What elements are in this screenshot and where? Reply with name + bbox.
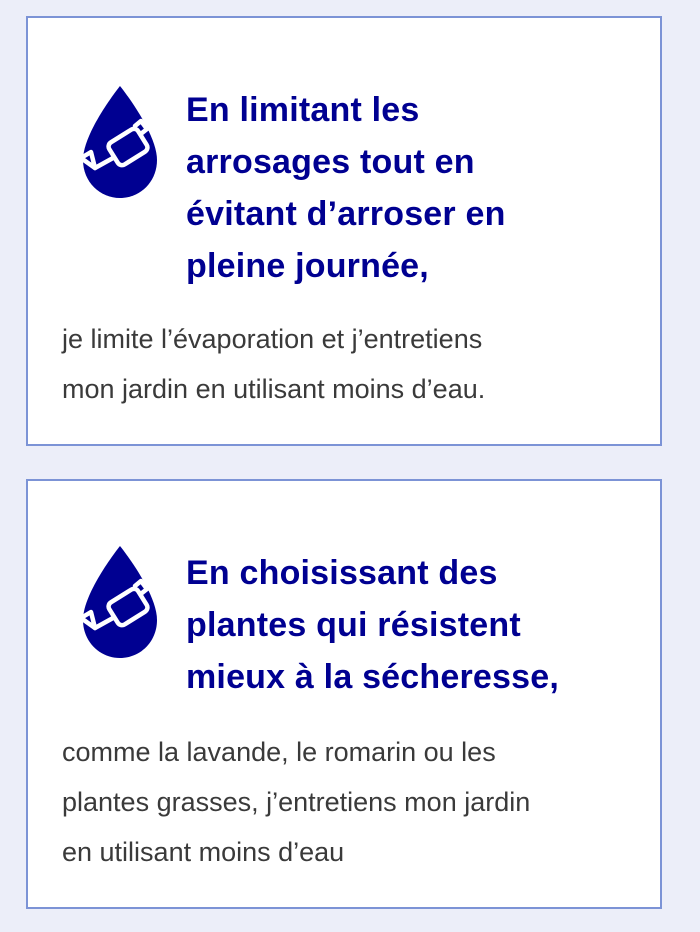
tip-card-limit-watering [26,16,662,446]
tip-description [62,727,642,877]
headline-line: évitant d’arroser en [186,195,506,233]
headline-line: mieux à la sécheresse, [186,658,559,696]
tip-headline [186,547,646,703]
watering-can-drop-icon [75,84,165,200]
tip-description [62,314,642,414]
description-line: je limite l’évaporation et j’entretiens [62,324,483,354]
watering-can-drop-icon [75,544,165,660]
description-line: plantes grasses, j’entretiens mon jardin [62,787,531,817]
headline-line: arrosages tout en [186,143,475,181]
description-line: en utilisant moins d’eau [62,837,345,867]
headline-line: En choisissant des [186,554,498,592]
description-line: comme la lavande, le romarin ou les [62,737,496,767]
tip-headline [186,84,646,292]
headline-line: pleine journée, [186,247,429,285]
headline-line: plantes qui résistent [186,606,521,644]
tip-card-drought-resistant-plants [26,479,662,909]
description-line: mon jardin en utilisant moins d’eau. [62,374,486,404]
headline-line: En limitant les [186,91,420,129]
